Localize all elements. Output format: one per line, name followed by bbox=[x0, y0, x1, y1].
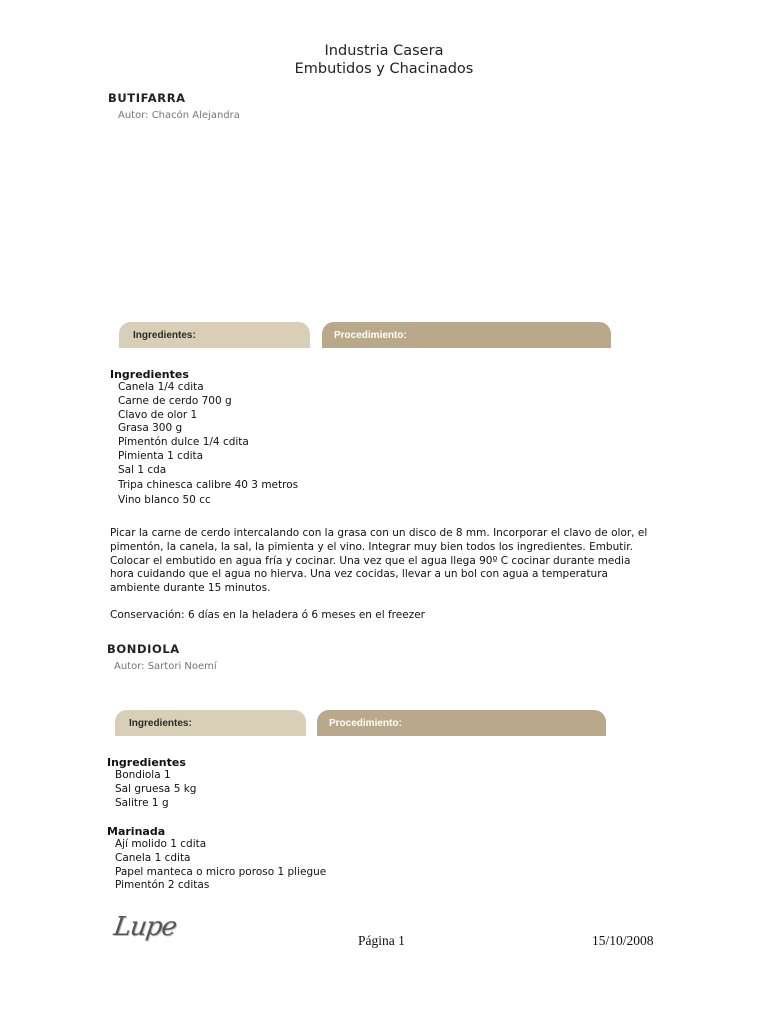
list-item: Pimentón 2 cditas bbox=[115, 879, 210, 892]
list-item: Tripa chinesca calibre 40 3 metros bbox=[118, 478, 299, 491]
signature-logo: Lupe bbox=[111, 912, 179, 942]
list-item: Canela 1/4 cdita bbox=[118, 381, 204, 393]
ingredients-list bbox=[107, 769, 196, 810]
list-item: Carne de cerdo 700 g bbox=[118, 394, 232, 407]
ingredients-heading: Ingredientes bbox=[110, 368, 189, 381]
recipe-author: Autor: Chacón Alejandra bbox=[118, 110, 240, 121]
list-item: Vino blanco 50 cc bbox=[118, 494, 211, 507]
list-item: Canela 1 cdita bbox=[115, 851, 191, 864]
list-item: Sal 1 cda bbox=[118, 463, 167, 476]
conservation-text: Conservación: 6 días en la heladera ó 6 meses en el freezer bbox=[110, 609, 425, 621]
list-item: Pimentón dulce 1/4 cdita bbox=[118, 436, 249, 449]
list-item: Bondiola 1 bbox=[115, 769, 171, 781]
list-item: Salitre 1 g bbox=[115, 796, 169, 809]
procedure-text: Picar la carne de cerdo intercalando con la grasa con un disco de 8 mm. Incorporar el clavo de olor, el pimentón, la canela, la sal, la pimienta y el vino. Integrar muy bien todos los ingredientes. Embutir. Colocar el embutido en agua fría y cocinar. Una vez que el agua llega 90º C cocinar durante media hora cuidando que el agua no hierva. Una vez cocidas, llevar a un bol con agua a temperatura ambiente durante 15 minutos. bbox=[110, 527, 648, 595]
footer-date: 15/10/2008 bbox=[592, 933, 654, 948]
ingredients-heading: Ingredientes bbox=[107, 756, 186, 769]
list-item: Grasa 300 g bbox=[118, 422, 183, 435]
tab-ingredients: Ingredientes: bbox=[119, 322, 310, 348]
list-item: Clavo de olor 1 bbox=[118, 408, 198, 421]
list-item: Sal gruesa 5 kg bbox=[115, 782, 197, 795]
marinade-list bbox=[107, 838, 326, 893]
tab-ingredients: Ingredientes: bbox=[115, 710, 306, 736]
recipe-title: BONDIOLA bbox=[107, 642, 180, 656]
list-item: Papel manteca o micro poroso 1 pliegue bbox=[115, 865, 327, 878]
recipe-title: BUTIFARRA bbox=[108, 91, 186, 105]
list-item: Pimienta 1 cdita bbox=[118, 449, 204, 462]
marinade-heading: Marinada bbox=[107, 825, 166, 838]
tab-procedure: Procedimiento: bbox=[317, 710, 606, 736]
ingredients-list bbox=[110, 381, 298, 508]
document-title: Industria Casera bbox=[324, 43, 444, 59]
document-subtitle: Embutidos y Chacinados bbox=[294, 61, 474, 77]
list-item: Ají molido 1 cdita bbox=[115, 838, 207, 850]
tab-procedure: Procedimiento: bbox=[322, 322, 611, 348]
recipe-author: Autor: Sartori Noemí bbox=[114, 661, 217, 672]
page-number: Página 1 bbox=[358, 933, 405, 948]
